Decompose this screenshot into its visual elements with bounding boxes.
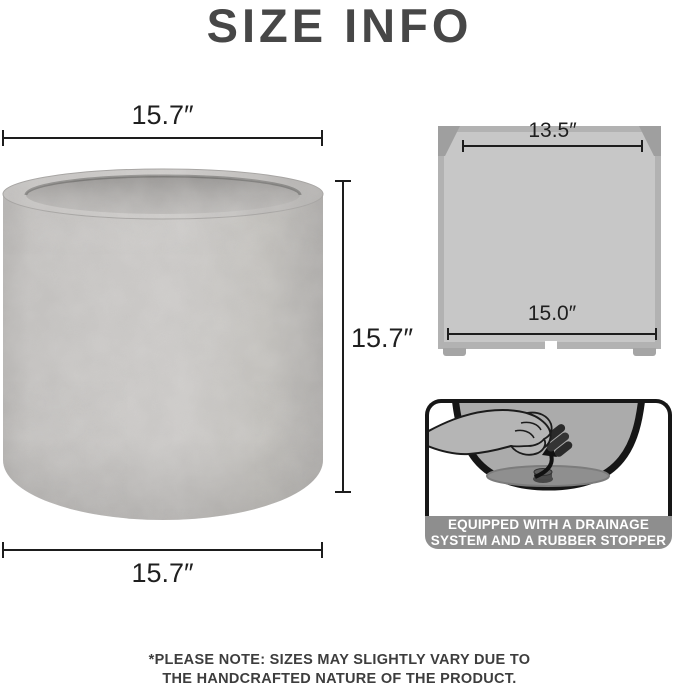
- planter-foot-left: [443, 348, 466, 356]
- dimension-line: [447, 333, 657, 335]
- base-width-dimension-line: [447, 326, 657, 342]
- dimension-tick: [335, 491, 351, 493]
- drainage-pot-cutaway: [429, 403, 668, 516]
- pot-bottom-dimension-line: [2, 542, 323, 558]
- pot-bottom-width-label: 15.7″: [131, 558, 194, 588]
- dimension-line: [2, 549, 323, 551]
- dimension-tick: [447, 328, 449, 340]
- drainage-illustration: [425, 399, 672, 516]
- pot-width-label: 15.7″: [131, 100, 194, 130]
- hand-icon: [429, 410, 552, 455]
- dimension-line: [2, 137, 323, 139]
- pot-photo: [1, 168, 325, 524]
- dimension-line: [342, 180, 344, 493]
- pot-width-dimension-line: [2, 130, 323, 146]
- page-title: SIZE INFO: [206, 0, 473, 52]
- drainage-diagram: [425, 399, 672, 549]
- footnote: [0, 651, 679, 689]
- dimension-tick: [2, 542, 4, 558]
- footnote-line1: *PLEASE NOTE: SIZES MAY SLIGHTLY VARY DUE TO: [148, 652, 531, 668]
- drain-notch: [545, 341, 557, 350]
- dimension-tick: [321, 542, 323, 558]
- pot-height-dimension-line: [335, 180, 351, 493]
- pot-height-label: 15.7″: [351, 323, 414, 353]
- dimension-tick: [641, 140, 643, 152]
- dimension-line: [462, 145, 643, 147]
- footnote-line2: THE HANDCRAFTED NATURE OF THE PRODUCT.: [162, 671, 517, 687]
- drainage-caption: [425, 516, 672, 549]
- inner-width-dimension-line: [462, 138, 643, 154]
- cross-section-diagram: [438, 119, 661, 349]
- inner-width-label: 13.5″: [528, 119, 577, 142]
- base-width-label: 15.0″: [527, 302, 577, 325]
- planter-foot-right: [633, 348, 656, 356]
- drainage-caption-line2: SYSTEM AND A RUBBER STOPPER: [430, 532, 667, 548]
- dimension-tick: [462, 140, 464, 152]
- dimension-tick: [655, 328, 657, 340]
- dimension-tick: [2, 130, 4, 146]
- dimension-tick: [321, 130, 323, 146]
- dimension-tick: [335, 180, 351, 182]
- drainage-caption-line1: EQUIPPED WITH A DRAINAGE: [447, 517, 650, 532]
